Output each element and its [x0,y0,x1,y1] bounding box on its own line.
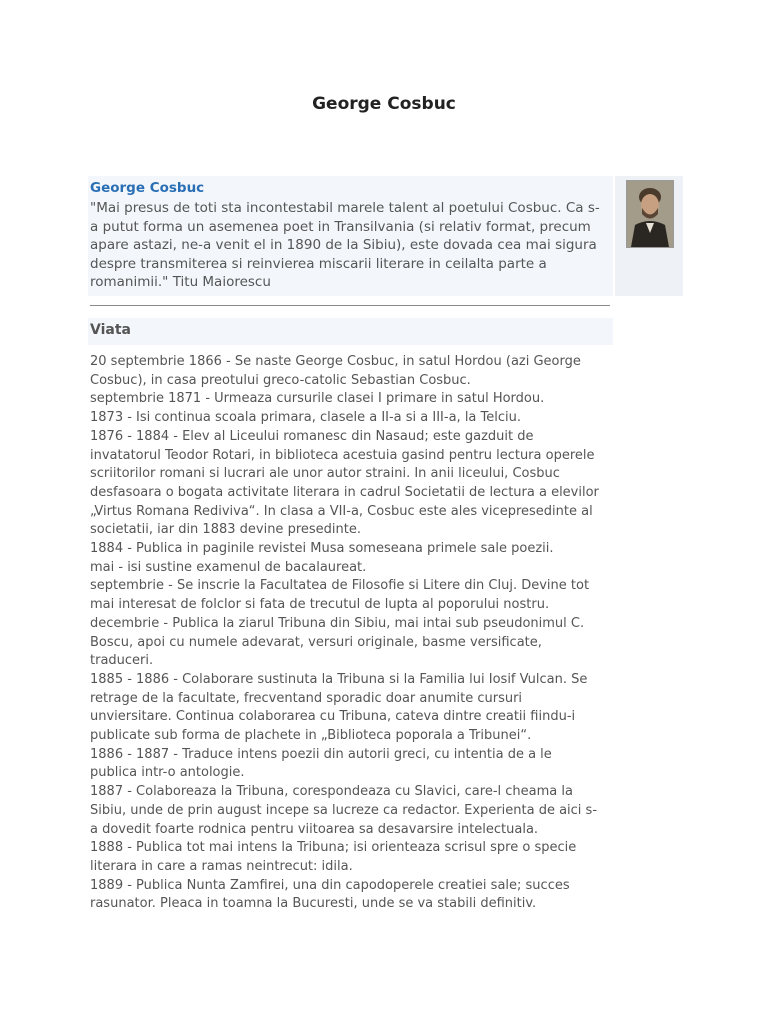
text-line: publica intr-o antologie. [90,765,245,781]
intro-quote: "Mai presus de toti sta incontestabil marele talent al poetului Cosbuc. Ca s-a putut forma un asemenea poet in Transilvania (si relativ format, precum apare astazi, ne-a venit el in 1890 de la Sibiu), este dovada cea mai sigura despre transmiterea si reinvierea miscarii literare in ceilalta parte a romanimii." Titu Maiorescu [90,200,600,290]
text-line: desfasoara o bogata activitate literara in cadrul Societatii de lectura a elevilor [90,484,599,500]
biography-text [90,353,610,914]
text-line: 1873 - Isi continua scoala primara, clasele a II-a si a III-a, la Telciu. [90,410,521,426]
text-line: publicate sub forma de plachete in „Biblioteca poporala a Tribunei“. [90,728,532,744]
page-title: George Cosbuc [312,94,456,114]
text-line: rasunator. Pleaca in toamna la Bucuresti, unde se va stabili definitiv. [90,896,537,912]
text-line: literara in care a ramas neintrecut: idila. [90,858,353,874]
portrait-image [626,180,674,248]
section-heading: Viata [90,322,131,338]
text-line: traduceri. [90,653,154,669]
text-line: 1887 - Colaboreaza la Tribuna, corespondeaza cu Slavici, care-l cheama la [90,784,573,800]
text-line: retrage de la facultate, frecventand sporadic doar anumite cursuri [90,690,523,706]
text-line: societatii, iar din 1883 devine presedinte. [90,522,361,538]
text-line: septembrie - Se inscrie la Facultatea de Filosofie si Litere din Cluj. Devine tot [90,578,590,594]
intro-heading: George Cosbuc [90,180,205,196]
portrait-figure [627,181,673,247]
text-line: mai interesat de folclor si fata de trecutul de lupta al poporului nostru. [90,597,550,613]
portrait-box [615,176,683,296]
text-line: 1888 - Publica tot mai intens la Tribuna; isi orienteaza scrisul spre o specie [90,840,577,856]
section-header-box [88,318,613,345]
text-line: a dovedit foarte rodnica pentru viitoarea sa desavarsire intelectuala. [90,821,539,837]
text-line: 20 septembrie 1866 - Se naste George Cosbuc, in satul Hordou (azi George [90,354,581,369]
text-line: septembrie 1871 - Urmeaza cursurile clasei I primare in satul Hordou. [90,391,545,407]
text-line: unviersitare. Continua colaborarea cu Tribuna, cateva dintre creatii fiindu-i [90,709,576,725]
text-line: decembrie - Publica la ziarul Tribuna din Sibiu, mai intai sub pseudonimul C. [90,615,585,631]
text-line: Sibiu, unde de prin august incepe sa lucreze ca redactor. Experienta de aici s- [90,802,598,818]
text-line: Cosbuc), in casa preotului greco-catolic Sebastian Cosbuc. [90,372,471,388]
text-line: 1885 - 1886 - Colaborare sustinuta la Tribuna si la Familia lui Iosif Vulcan. Se [90,671,588,687]
text-line: Boscu, apoi cu numele adevarat, versuri originale, basme versificate, [90,634,542,650]
text-line: 1889 - Publica Nunta Zamfirei, una din capodoperele creatiei sale; succes [90,877,570,893]
text-line: scriitorilor romani si lucrari ale unor autor straini. In anii liceului, Cosbuc [90,466,560,482]
text-line: „Virtus Romana Rediviva“. In clasa a VII-a, Cosbuc este ales vicepresedinte al [90,503,593,519]
text-line: 1884 - Publica in paginile revistei Musa someseana primele sale poezii. [90,541,554,557]
text-line: mai - isi sustine examenul de bacalaureat. [90,559,367,575]
divider [90,305,610,306]
text-line: 1876 - 1884 - Elev al Liceului romanesc din Nasaud; este gazduit de [90,428,534,444]
text-line: 1886 - 1887 - Traduce intens poezii din autorii greci, cu intentia de a le [90,746,552,762]
text-line: invatatorul Teodor Rotari, in biblioteca acestuia gasind pentru lectura operele [90,447,595,463]
